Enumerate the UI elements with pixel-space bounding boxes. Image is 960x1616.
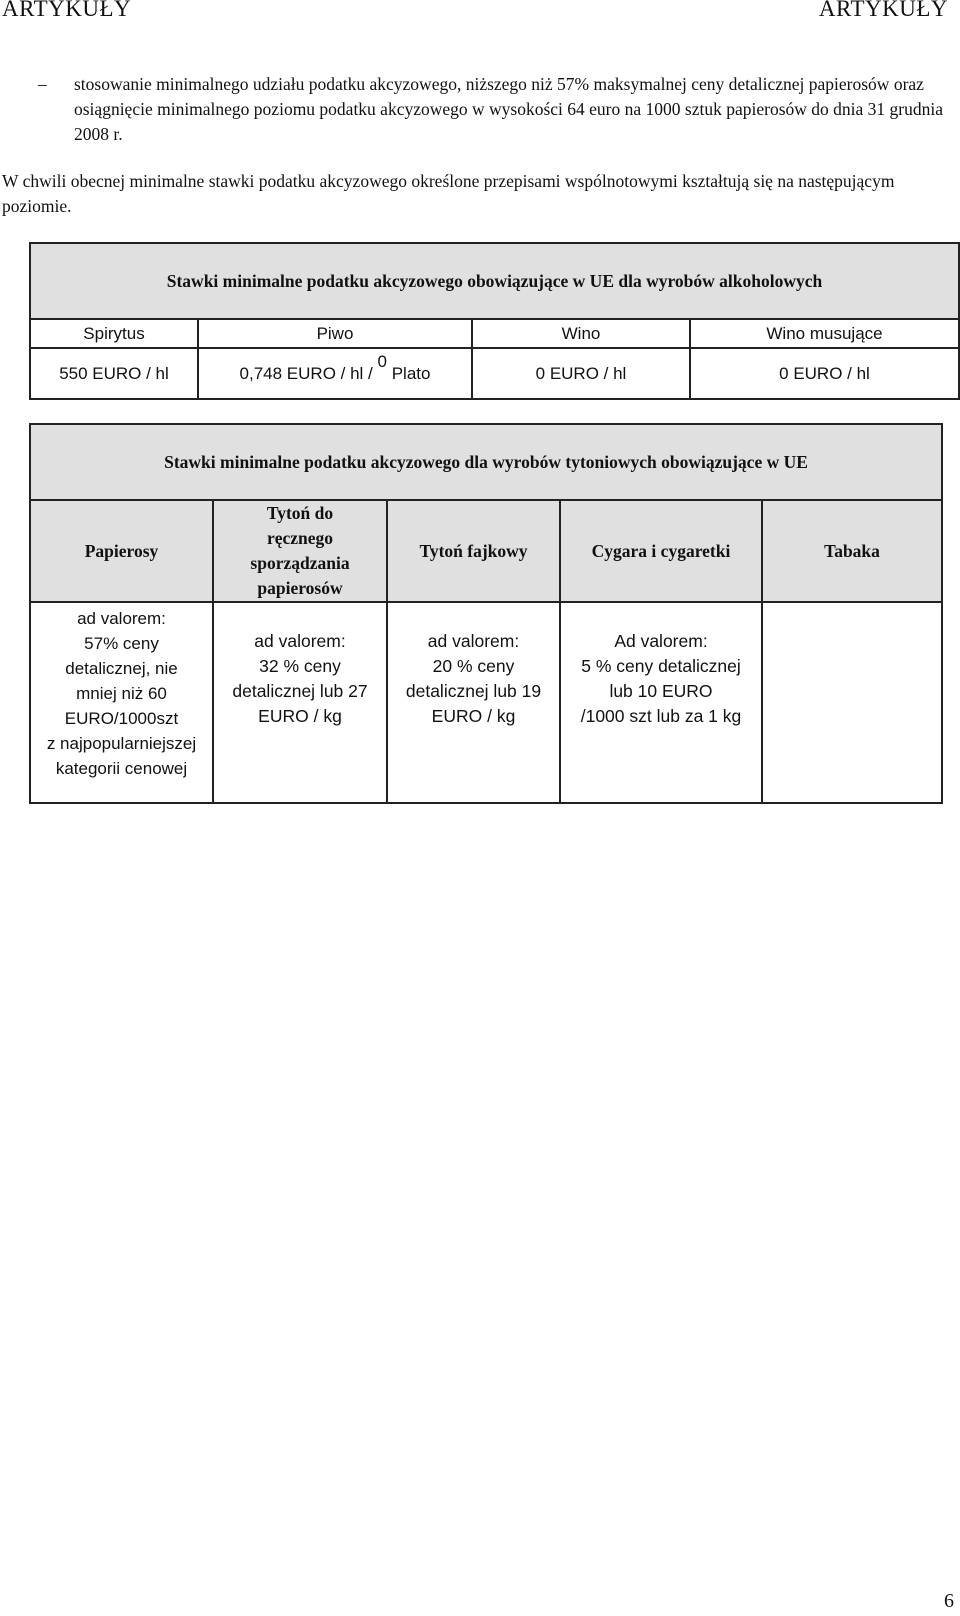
value-line: kategorii cenowej [55, 759, 188, 778]
value-line: EURO / kg [258, 706, 342, 726]
header-piwo: Piwo [198, 319, 472, 348]
header-tabaka: Tabaka [762, 500, 942, 602]
alcohol-rates-table [29, 242, 960, 400]
value-line: Ad valorem: [614, 631, 708, 651]
running-header-right: ARTYKUŁY [818, 0, 948, 21]
value-piwo-rate: 0,748 EURO / hl / [239, 363, 373, 383]
header-line: ręcznego [266, 528, 334, 548]
value-line: EURO / kg [431, 706, 516, 726]
value-line: detalicznej lub 19 [405, 681, 542, 701]
value-tyton-reczny [213, 602, 387, 803]
value-line: z najpopularniejszej [46, 734, 197, 753]
tobacco-rates-table [29, 423, 943, 804]
value-spirytus: 550 EURO / hl [30, 348, 198, 399]
value-wino-musujace: 0 EURO / hl [690, 348, 959, 399]
value-line: /1000 szt lub za 1 kg [580, 706, 742, 726]
value-papierosy [30, 602, 213, 803]
header-tyton-fajkowy: Tytoń fajkowy [387, 500, 560, 602]
value-line: ad valorem: [427, 631, 520, 651]
header-wino: Wino [472, 319, 690, 348]
tobacco-table-title: Stawki minimalne podatku akcyzowego dla wyrobów tytoniowych obowiązujące w UE [30, 424, 942, 500]
value-piwo-unit: Plato [391, 363, 431, 383]
value-line: lub 10 EURO [609, 681, 713, 701]
header-wino-musujace: Wino musujące [690, 319, 959, 348]
value-line: ad valorem: [254, 631, 346, 651]
value-line: mniej niż 60 [76, 684, 167, 703]
value-line: EURO/1000szt [64, 709, 179, 728]
header-spirytus: Spirytus [30, 319, 198, 348]
page-number: 6 [944, 1590, 954, 1612]
bullet-paragraph: stosowanie minimalnego udziału podatku akcyzowego, niższego niż 57% maksymalnej ceny detalicznej papierosów oraz osiągnięcie minimalnego poziomu podatku akcyzowego w wysokości 64 euro na 1000 sztuk papierosów do dnia 31 grudnia 2008 r. [74, 74, 943, 144]
header-cygara: Cygara i cygaretki [560, 500, 762, 602]
value-tabaka [762, 602, 942, 803]
value-line: detalicznej lub 27 [232, 681, 368, 701]
value-line: ad valorem: [77, 609, 166, 628]
header-line: sporządzania [250, 553, 350, 573]
value-tyton-fajkowy [387, 602, 560, 803]
header-tyton-reczny [213, 500, 387, 602]
value-line: detalicznej, nie [65, 659, 178, 678]
value-piwo [198, 348, 472, 399]
bullet-dash: – [38, 74, 47, 94]
value-wino: 0 EURO / hl [472, 348, 690, 399]
intro-paragraph: W chwili obecnej minimalne stawki podatku akcyzowego określone przepisami wspólnotowymi kształtują się na następującym poziomie. [2, 171, 895, 216]
header-papierosy: Papierosy [30, 500, 213, 602]
running-header-left: ARTYKUŁY [2, 0, 132, 21]
value-line: 57% ceny [84, 634, 159, 653]
value-line: 20 % ceny [432, 656, 515, 676]
value-cygara [560, 602, 762, 803]
value-line: 32 % ceny [259, 656, 341, 676]
header-line: Tytoń do [266, 503, 334, 523]
value-piwo-degree: 0 [377, 351, 387, 371]
value-line: 5 % ceny detalicznej [581, 656, 741, 676]
alcohol-table-title: Stawki minimalne podatku akcyzowego obowiązujące w UE dla wyrobów alkoholowych [30, 243, 959, 319]
header-line: papierosów [257, 578, 343, 598]
